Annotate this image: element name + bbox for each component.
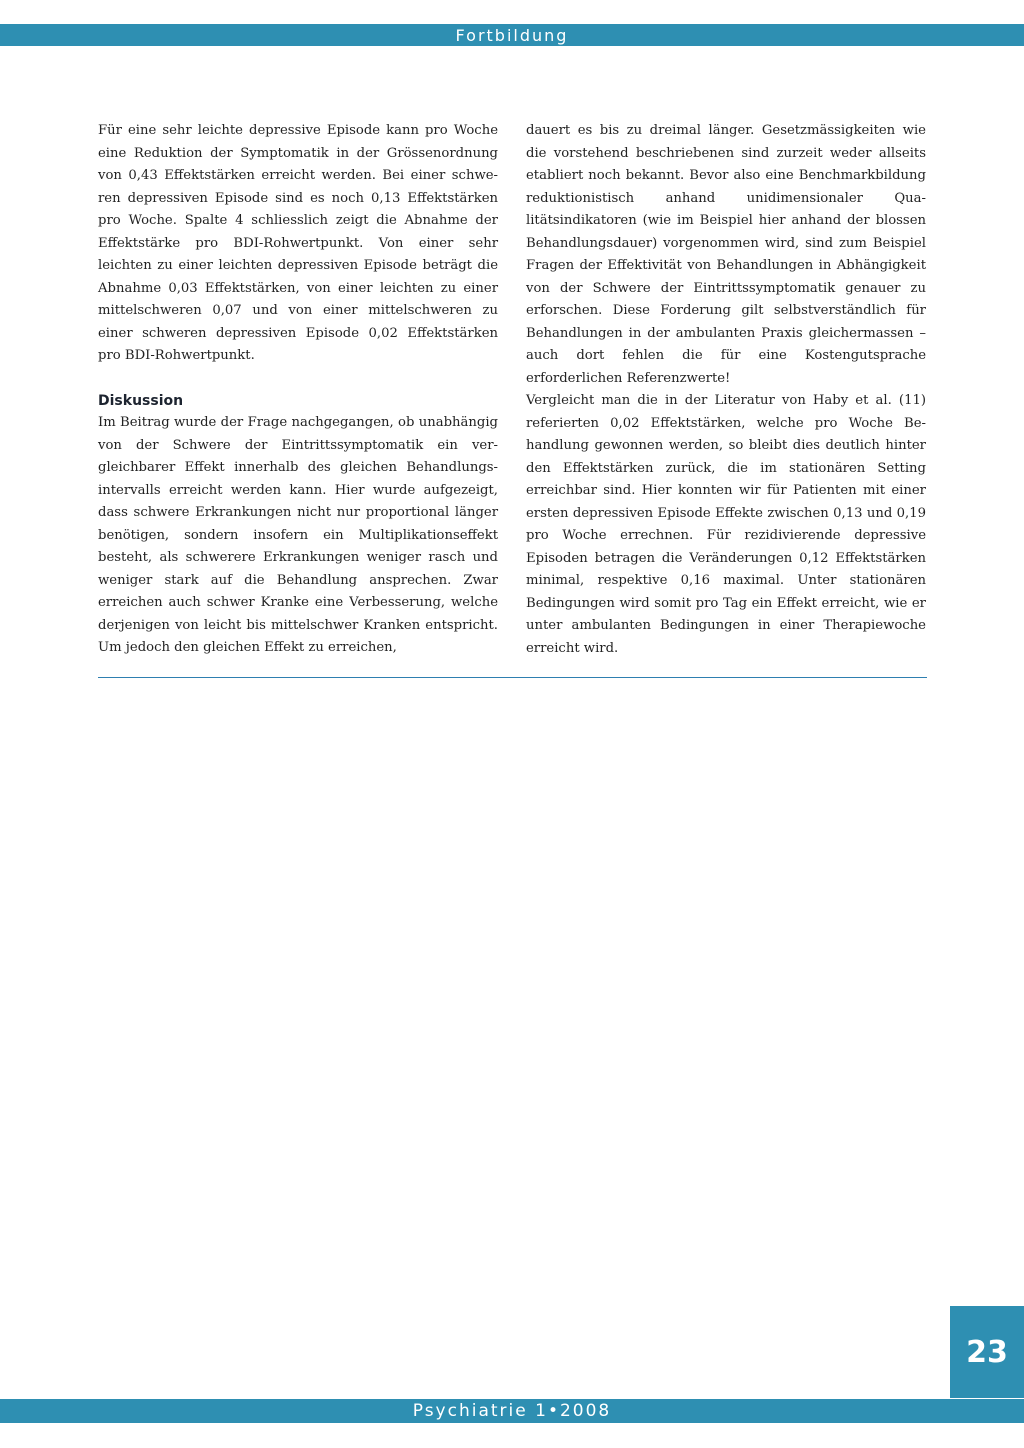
left-column: [98, 120, 498, 660]
divider-rule: [98, 677, 927, 678]
right-column: [526, 120, 926, 660]
footer-bar: [0, 1399, 1024, 1423]
body-paragraph: Für eine sehr leichte depressive Episode kann pro Woche eine Reduktion der Symptomatik in der Grössenordnung von 0,43 Effektstärken erreicht werden. Bei einer schweren depressiven Episode sind es noch 0,13 Effektstärken pro Woche. Spalte 4 schliesslich zeigt die Abnahme der Effektstärke pro BDI-Rohwertpunkt. Von einer sehr leichten zu einer leichten depressiven Episode beträgt die Abnahme 0,03 Effektstärken, von einer leichten zu einer mittelschweren 0,07 und von einer mittelschweren zu einer schweren depressiven Episode 0,02 Effektstärken pro BDI-Rohwertpunkt.: [98, 123, 498, 363]
body-paragraph: Im Beitrag wurde der Frage nachgegangen, ob unabhängig von der Schwere der Eintrittssymptomatik ein vergleichbarer Effekt innerhalb des gleichen Behandlungsintervalls erreicht werden kann. Hier wurde aufgezeigt, dass schwere Erkrankungen nicht nur proportional länger benötigen, sondern insofern ein Multiplikationseffekt besteht, als schwerere Erkrankungen weniger rasch und weniger stark auf die Behandlung ansprechen. Zwar erreichen auch schwer Kranke eine Verbesserung, welche derjenigen von leicht bis mittelschwer Kranken entspricht. Um jedoch den gleichen Effekt zu erreichen,: [98, 415, 498, 655]
section-heading: Diskussion: [98, 392, 184, 409]
section-header-bar: [0, 24, 1024, 46]
journal-issue: Psychiatrie 1•2008: [412, 1401, 612, 1421]
body-paragraph: dauert es bis zu dreimal länger. Gesetzmässigkeiten wie die vorstehend beschriebenen sind zurzeit weder allseits etabliert noch bekannt. Bevor also eine Benchmarkbildung reduktionistisch anhand unidimensionaler Qualitätsindikatoren (wie im Beispiel hier anhand der blossen Behandlungsdauer) vorgenommen wird, sind zum Beispiel Fragen der Effektivität von Behandlungen in Abhängigkeit von der Schwere der Eintrittssymptomatik genauer zu erforschen. Diese Forderung gilt selbstverständlich für Behandlungen in der ambulanten Praxis gleichermassen – auch dort fehlen die für eine Kostengutsprache erforderlichen Referenzwerte!: [526, 123, 926, 386]
body-paragraph: Vergleicht man die in der Literatur von Haby et al. (11) referierten 0,02 Effektstärken, welche pro Woche Behandlung gewonnen werden, so bleibt dies deutlich hinter den Effektstärken zurück, die im stationären Setting erreichbar sind. Hier konnten wir für Patienten mit einer ersten depressiven Episode Effekte zwischen 0,13 und 0,19 pro Woche errechnen. Für rezidivierende depressive Episoden betragen die Veränderungen 0,12 Effektstärken minimal, respektive 0,16 maximal. Unter stationären Bedingungen wird somit pro Tag ein Effekt erreicht, wie er unter ambulanten Bedingungen in einer Therapiewoche erreicht wird.: [526, 393, 926, 656]
page-number: 23: [950, 1306, 1024, 1398]
section-title: Fortbildung: [455, 25, 569, 45]
